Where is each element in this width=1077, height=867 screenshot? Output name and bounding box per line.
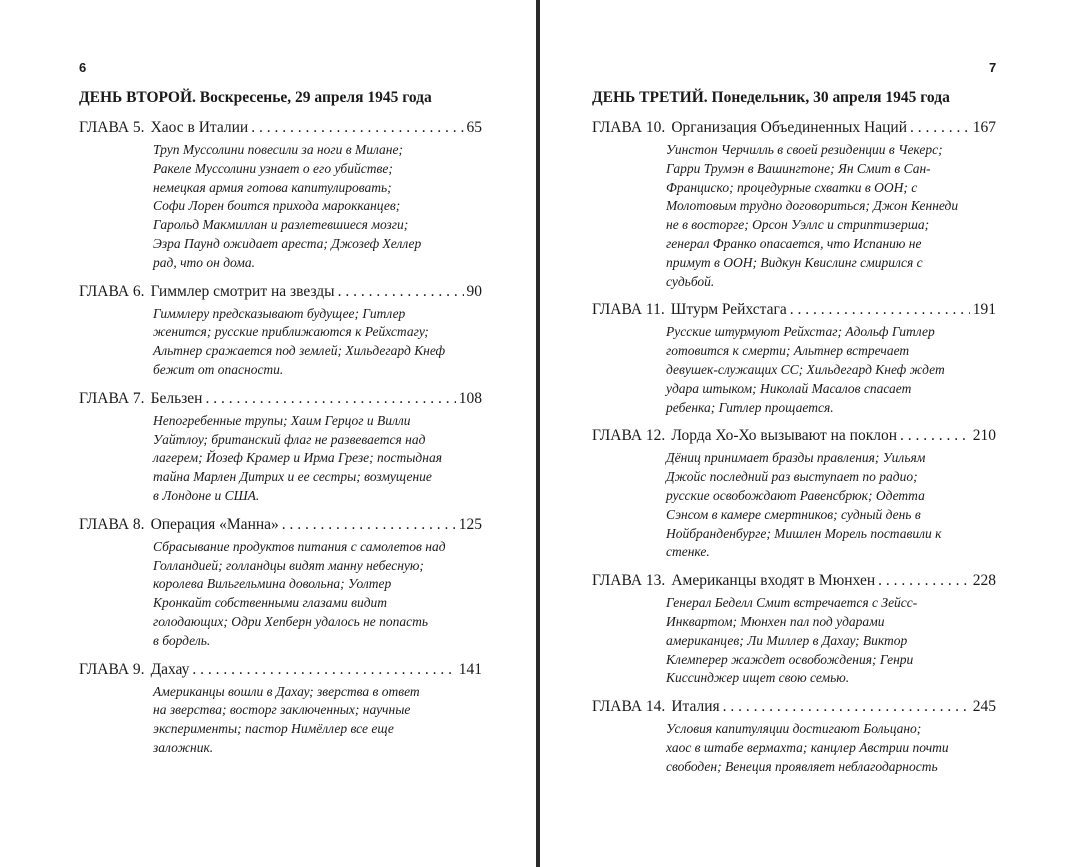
chapter-page-number: 108	[458, 389, 482, 407]
dot-leader	[251, 118, 463, 138]
summary-line: лагерем; Йозеф Крамер и Ирма Грезе; постыдная	[153, 450, 442, 466]
summary-line: Ракеле Муссолини узнает о его убийстве;	[153, 160, 393, 176]
chapter-page-number: 125	[458, 515, 482, 533]
chapter-page-number: 90	[466, 282, 482, 300]
chapter-heading	[592, 697, 996, 717]
summary-line: американцев; Ли Миллер в Дахау; Виктор	[666, 632, 908, 648]
chapter-summary	[666, 141, 996, 291]
right-page	[540, 0, 1077, 867]
chapter-summary	[153, 412, 482, 506]
summary-line: свободен; Венеция проявляет неблагодарность	[666, 758, 938, 774]
chapter-label: ГЛАВА 8.	[79, 515, 145, 533]
summary-line: Генерал Беделл Смит встречается с Зейсс-	[666, 595, 918, 611]
summary-line: эксперименты; пастор Нимёллер все еще	[153, 721, 394, 737]
summary-line: генерал Франко опасается, что Испанию не	[666, 235, 922, 251]
chapter-label: ГЛАВА 9.	[79, 660, 145, 678]
chapter-summary	[153, 141, 482, 273]
summary-line: Дёниц принимает бразды правления; Уильям	[666, 450, 926, 466]
chapter-page-number: 65	[466, 119, 482, 136]
summary-line: рад, что он дома.	[153, 254, 256, 270]
summary-line: удара штыком; Николай Масалов спасает	[666, 380, 912, 396]
chapter-summary	[666, 449, 996, 562]
summary-line: Труп Муссолини повесили за ноги в Милане;	[153, 142, 403, 157]
chapter-heading	[79, 660, 482, 680]
chapter-title: Американцы входят в Мюнхен	[671, 572, 876, 590]
chapter-label: ГЛАВА 5.	[79, 119, 145, 136]
toc-entry	[592, 571, 996, 688]
summary-line: Гиммлеру предсказывают будущее; Гитлер	[153, 305, 406, 321]
summary-line: Голландией; голландцы видят манну небесную;	[153, 557, 424, 573]
summary-line: Альтнер сражается под землей; Хильдегард Кнеф	[153, 343, 446, 359]
chapter-heading	[592, 300, 996, 320]
toc-entry	[79, 515, 482, 651]
chapter-title: Штурм Рейхстага	[670, 301, 787, 319]
summary-line: Русские штурмуют Рейхстаг; Адольф Гитлер	[666, 324, 935, 340]
summary-line: на зверства; восторг заключенных; научные	[153, 702, 411, 718]
chapter-title: Хаос в Италии	[150, 119, 249, 136]
chapter-page-number: 210	[972, 427, 996, 445]
summary-line: Инквартом; Мюнхен пал под ударами	[666, 613, 885, 629]
summary-line: заложник.	[153, 739, 214, 755]
page-number: 6	[79, 60, 87, 75]
toc-entry	[592, 426, 996, 562]
chapter-title: Лорда Хо-Хо вызывают на поклон	[671, 427, 898, 445]
day-heading: ДЕНЬ ВТОРОЙ. Воскресенье, 29 апреля 1945 года	[79, 89, 432, 106]
dot-leader	[192, 660, 455, 680]
summary-line: ребенка; Гитлер прощается.	[666, 399, 834, 415]
toc-entry	[79, 389, 482, 506]
chapter-summary	[153, 305, 482, 380]
dot-leader	[205, 389, 455, 409]
chapter-heading	[79, 389, 482, 409]
chapter-page-number: 191	[972, 301, 996, 319]
dot-leader	[338, 282, 464, 302]
toc-entry	[79, 660, 482, 758]
summary-line: Американцы вошли в Дахау; зверства в ответ	[153, 683, 420, 699]
summary-line: бежит от опасности.	[153, 361, 284, 377]
summary-line: примут в ООН; Видкун Квислинг смирился с	[666, 254, 923, 270]
dot-leader	[282, 515, 456, 535]
dot-leader	[790, 300, 970, 320]
summary-line: Молотовым трудно договориться; Джон Кеннеди	[666, 198, 959, 214]
summary-line: Условия капитуляции достигают Больцано;	[666, 721, 922, 737]
summary-line: Кронкайт собственными глазами видит	[153, 595, 388, 611]
summary-line: Софи Лорен боится прихода марокканцев;	[153, 198, 401, 214]
day-heading: ДЕНЬ ТРЕТИЙ. Понедельник, 30 апреля 1945 года	[592, 89, 950, 106]
chapter-summary	[153, 683, 482, 758]
summary-line: в Лондоне и США.	[153, 487, 260, 503]
chapter-label: ГЛАВА 7.	[79, 389, 145, 407]
chapter-title: Италия	[671, 698, 720, 716]
chapter-title: Операция «Манна»	[150, 515, 279, 533]
summary-line: Франциско; процедурные схватки в ООН; с	[666, 179, 918, 195]
summary-line: Эзра Паунд ожидает ареста; Джозеф Хеллер	[153, 235, 422, 251]
summary-line: Непогребенные трупы; Хаим Герцог и Вилли	[153, 412, 411, 428]
chapter-title: Бельзен	[150, 389, 203, 407]
chapter-heading	[592, 571, 996, 591]
summary-line: Гарри Трумэн в Вашингтоне; Ян Смит в Сан-	[666, 160, 931, 176]
chapter-summary	[153, 538, 482, 651]
summary-line: готовится к смерти; Альтнер встречает	[666, 343, 910, 359]
summary-line: не в восторге; Орсон Уэллс и стриптизерша;	[666, 217, 930, 233]
page-number: 7	[989, 60, 997, 75]
chapter-heading	[79, 118, 482, 138]
summary-line: Сбрасывание продуктов питания с самолетов над	[153, 538, 446, 554]
chapter-label: ГЛАВА 6.	[79, 282, 145, 300]
chapter-label: ГЛАВА 12.	[592, 427, 666, 445]
toc-entry	[592, 118, 996, 291]
summary-line: Джойс последний раз выступает по радио;	[666, 469, 918, 485]
chapter-title: Гиммлер смотрит на звезды	[150, 282, 335, 300]
summary-line: Нойбранденбурге; Мишлен Морель поставили к	[666, 525, 942, 541]
summary-line: стенке.	[666, 544, 710, 560]
chapter-heading	[592, 118, 996, 138]
summary-line: Клемперер жаждет освобождения; Генри	[666, 651, 914, 667]
summary-line: русские освобождают Равенсбрюк; Одетта	[666, 487, 925, 503]
chapter-label: ГЛАВА 10.	[592, 119, 666, 136]
toc-entry	[592, 300, 996, 417]
summary-line: голодающих; Одри Хепберн удалось не попасть	[153, 613, 429, 629]
summary-line: королева Вильгельмина довольна; Уолтер	[153, 576, 392, 592]
chapter-page-number: 228	[972, 572, 996, 590]
chapter-page-number: 141	[458, 660, 482, 678]
summary-line: Уайтлоу; британский флаг не развевается над	[153, 431, 426, 447]
summary-line: Уинстон Черчилль в своей резиденции в Чекерс;	[666, 142, 943, 157]
summary-line: женится; русские приближаются к Рейхстагу;	[153, 324, 429, 340]
summary-line: Киссинджер ищет свою семью.	[666, 670, 850, 686]
dot-leader	[723, 697, 970, 717]
summary-line: хаос в штабе вермахта; канцлер Австрии почти	[666, 739, 949, 755]
chapter-summary	[666, 323, 996, 417]
chapter-page-number: 245	[972, 698, 996, 716]
chapter-summary	[666, 720, 996, 776]
summary-line: немецкая армия готова капитулировать;	[153, 179, 392, 195]
chapter-summary	[666, 594, 996, 688]
chapter-heading	[79, 515, 482, 535]
summary-line: в бордель.	[153, 632, 211, 648]
chapter-label: ГЛАВА 11.	[592, 301, 665, 319]
summary-line: тайна Марлен Дитрих и ее сестры; возмущение	[153, 469, 432, 485]
dot-leader	[878, 571, 970, 591]
summary-line: Гарольд Макмиллан и разлетевшиеся мозги;	[153, 217, 409, 233]
chapter-page-number: 167	[972, 119, 996, 136]
dot-leader	[900, 426, 970, 446]
toc-list	[592, 118, 996, 786]
chapter-heading	[592, 426, 996, 446]
summary-line: Сэнсом в камере смертников; судный день в	[666, 506, 921, 522]
chapter-label: ГЛАВА 14.	[592, 698, 666, 716]
chapter-heading	[79, 282, 482, 302]
chapter-label: ГЛАВА 13.	[592, 572, 666, 590]
left-page	[0, 0, 536, 867]
toc-entry	[79, 282, 482, 380]
summary-line: судьбой.	[666, 273, 715, 289]
chapter-title: Дахау	[150, 660, 190, 678]
toc-list	[79, 118, 482, 767]
chapter-title: Организация Объединенных Наций	[671, 119, 908, 136]
toc-entry	[79, 118, 482, 273]
summary-line: девушек-служащих СС; Хильдегард Кнеф ждет	[666, 361, 945, 377]
dot-leader	[910, 118, 970, 138]
toc-entry	[592, 697, 996, 776]
